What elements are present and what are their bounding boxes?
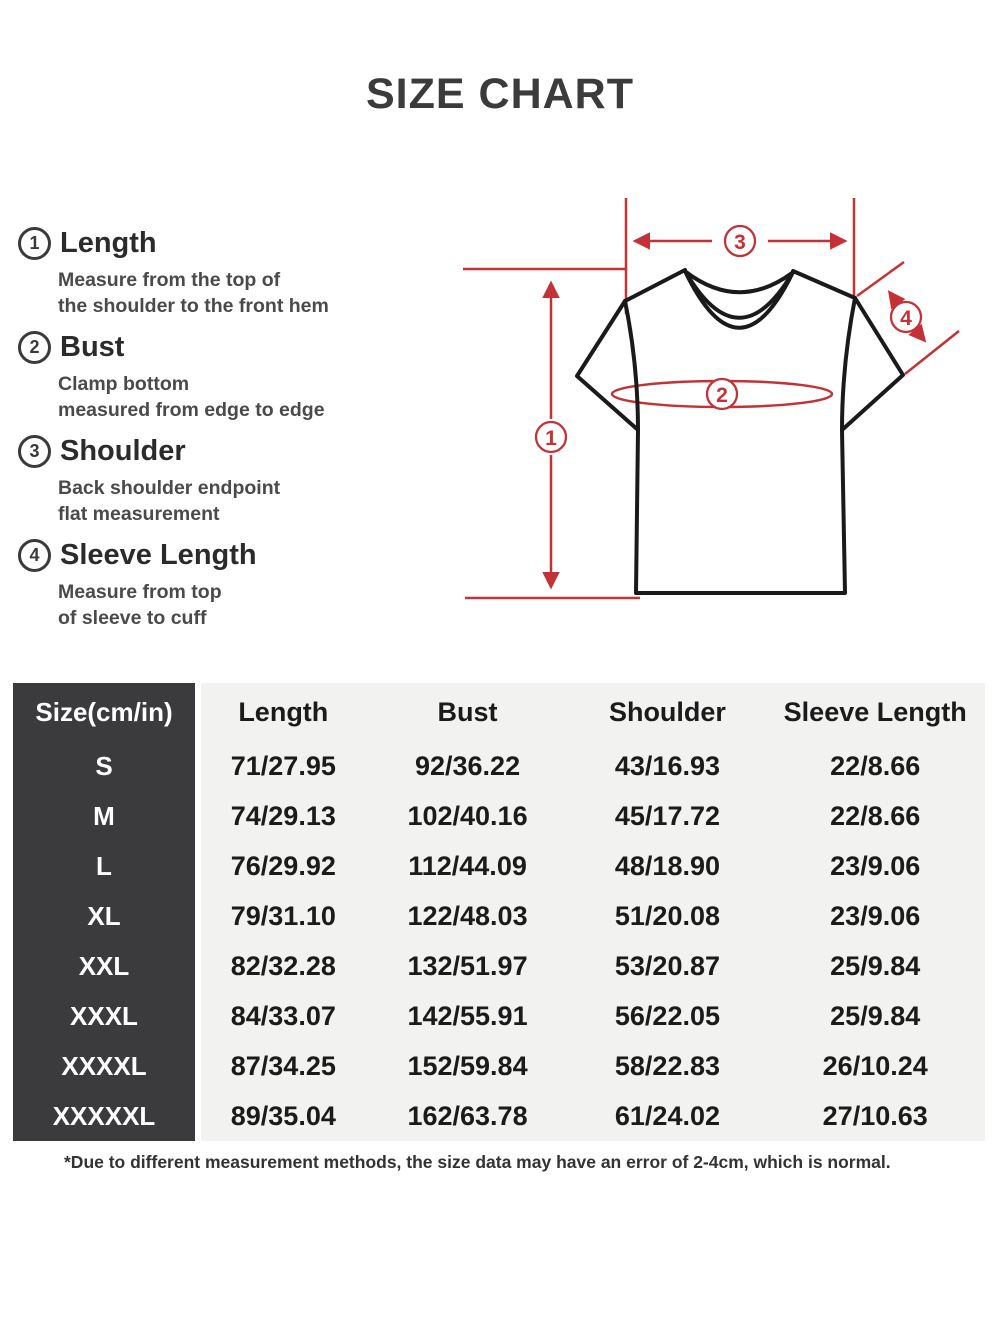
bust-value: 102/40.16 (407, 800, 528, 831)
sleeve-value: 23/9.06 (830, 900, 921, 931)
size-label: XL (13, 891, 195, 941)
sleeve-value: 27/10.63 (822, 1100, 928, 1131)
diagram-label-4: 4 (900, 307, 912, 330)
table-row (13, 1091, 985, 1141)
size-label: XXXXXL (13, 1091, 195, 1141)
sleeve-value: 22/8.66 (830, 800, 921, 831)
instruction-description: Measure from the top of the shoulder to the front hem (58, 269, 329, 317)
bust-value: 162/63.78 (407, 1100, 528, 1131)
sleeve-value: 25/9.84 (830, 1000, 921, 1031)
shoulder-value: 51/20.08 (614, 900, 720, 931)
table-header-row (13, 683, 985, 741)
table-row (13, 991, 985, 1041)
length-value: 89/35.04 (230, 1100, 336, 1131)
shoulder-value: 61/24.02 (614, 1100, 720, 1131)
instruction-description: Back shoulder endpoint flat measurement (58, 477, 281, 525)
instruction-bust (18, 331, 418, 423)
diagram-label-1: 1 (545, 427, 557, 450)
tshirt-measurement-diagram (430, 185, 1000, 650)
measurement-disclaimer: *Due to different measurement methods, the size data may have an error of 2-4cm, which is normal. (64, 1152, 891, 1172)
tshirt-outline (577, 270, 903, 593)
length-value: 87/34.25 (230, 1050, 336, 1081)
table-row (13, 841, 985, 891)
table-row (13, 1041, 985, 1091)
table-header-length: Length (238, 696, 329, 727)
table-row (13, 741, 985, 791)
instruction-sleeve-length (18, 539, 418, 631)
table-row (13, 891, 985, 941)
table-row (13, 791, 985, 841)
length-value: 84/33.07 (230, 1000, 336, 1031)
instruction-shoulder (18, 435, 418, 527)
size-label: L (13, 841, 195, 891)
length-value: 76/29.92 (230, 850, 336, 881)
size-label: M (13, 791, 195, 841)
length-value: 74/29.13 (230, 800, 336, 831)
diagram-label-3: 3 (734, 231, 746, 254)
instruction-length (18, 227, 418, 319)
size-table (13, 683, 985, 1141)
instruction-term: Shoulder (60, 434, 186, 467)
shoulder-value: 56/22.05 (614, 1000, 720, 1031)
diagram-label-2: 2 (716, 384, 728, 407)
table-header-sleeve-length: Sleeve Length (783, 696, 967, 727)
bust-value: 142/55.91 (407, 1000, 528, 1031)
shoulder-value: 43/16.93 (614, 750, 720, 781)
table-row (13, 941, 985, 991)
bust-value: 92/36.22 (414, 750, 521, 781)
measurement-instructions (18, 227, 418, 643)
size-label: XXXL (13, 991, 195, 1041)
table-header-size: Size(cm/in) (13, 683, 195, 741)
circled-number-2-icon: 2 (18, 331, 51, 364)
size-label: S (13, 741, 195, 791)
shoulder-value: 45/17.72 (614, 800, 720, 831)
table-header-bust: Bust (437, 696, 498, 727)
sleeve-value: 22/8.66 (830, 750, 921, 781)
length-value: 82/32.28 (230, 950, 336, 981)
sleeve-value: 25/9.84 (830, 950, 921, 981)
length-value: 71/27.95 (230, 750, 336, 781)
circled-number-1-icon: 1 (18, 227, 51, 260)
instruction-description: Clamp bottom measured from edge to edge (58, 373, 325, 421)
shoulder-value: 53/20.87 (614, 950, 720, 981)
size-label: XXL (13, 941, 195, 991)
instruction-term: Length (60, 226, 157, 259)
instruction-description: Measure from top of sleeve to cuff (58, 581, 222, 629)
bust-value: 122/48.03 (407, 900, 528, 931)
sleeve-value: 26/10.24 (822, 1050, 928, 1081)
circled-number-3-icon: 3 (18, 435, 51, 468)
bust-value: 132/51.97 (407, 950, 528, 981)
size-label: XXXXL (13, 1041, 195, 1091)
bust-value: 112/44.09 (408, 850, 527, 881)
shoulder-value: 48/18.90 (614, 850, 720, 881)
instruction-term: Bust (60, 330, 125, 363)
bust-value: 152/59.84 (407, 1050, 528, 1081)
length-value: 79/31.10 (230, 900, 336, 931)
circled-number-4-icon: 4 (18, 539, 51, 572)
page-title: SIZE CHART (366, 70, 634, 118)
sleeve-value: 23/9.06 (830, 850, 921, 881)
instruction-term: Sleeve Length (60, 538, 257, 571)
diagram-number-badges (536, 226, 921, 452)
table-header-shoulder: Shoulder (608, 696, 726, 727)
shoulder-value: 58/22.83 (614, 1050, 720, 1081)
